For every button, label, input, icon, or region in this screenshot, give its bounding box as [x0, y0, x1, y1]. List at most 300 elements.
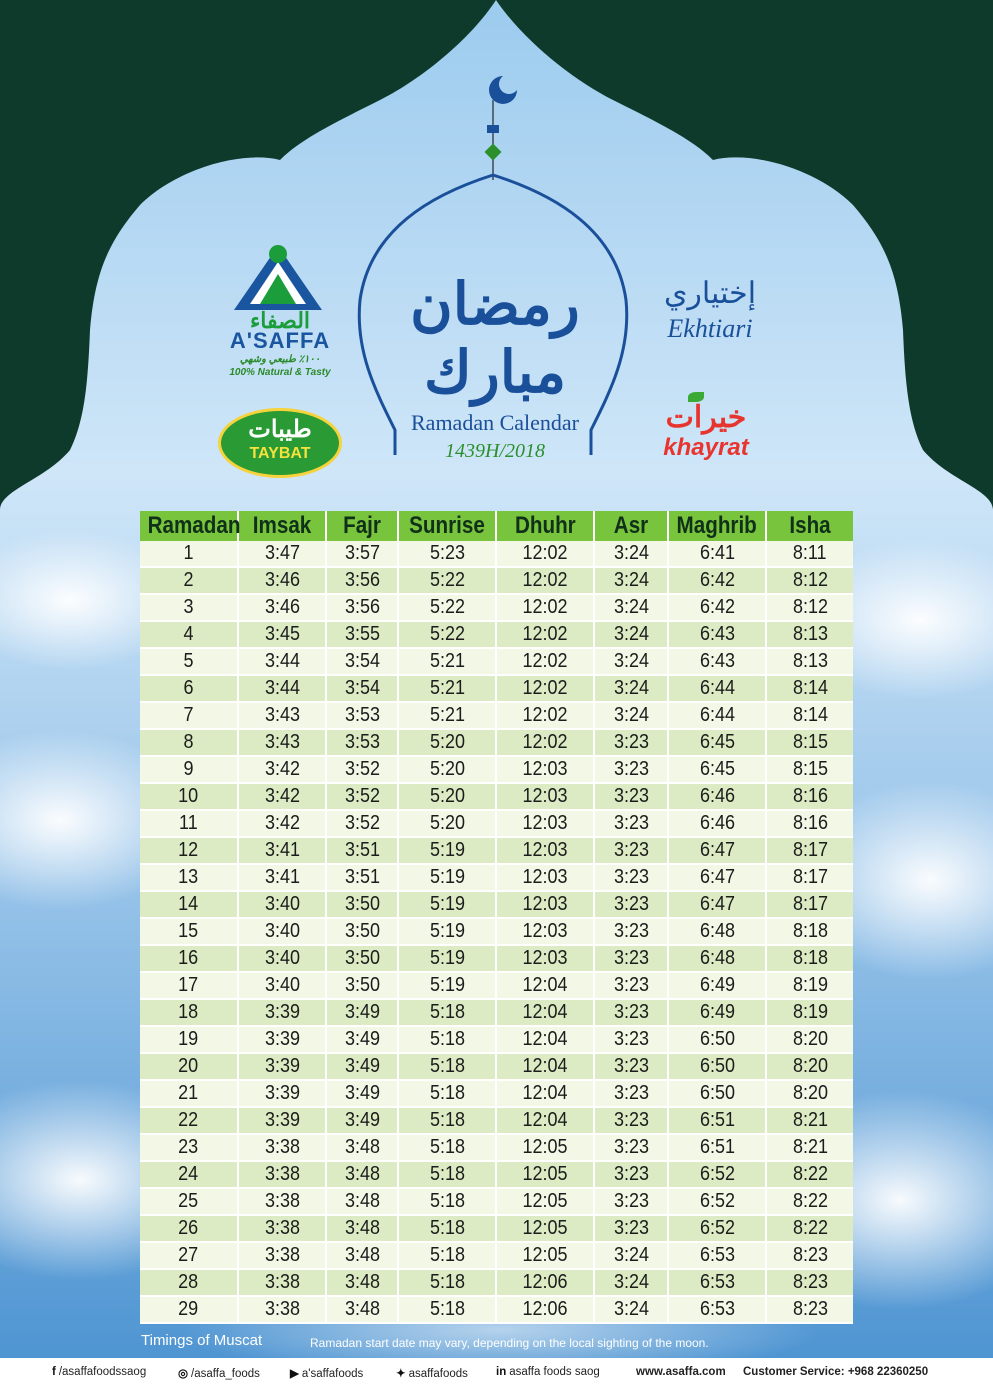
- cell-value: 3:46: [264, 569, 300, 591]
- cell-value: 12:03: [522, 785, 568, 807]
- cell-value: 3:38: [264, 1136, 300, 1158]
- cell-value: 5:18: [429, 1271, 465, 1293]
- cell-value: 5: [183, 650, 194, 672]
- table-cell: [594, 1296, 668, 1323]
- table-row: [140, 1026, 853, 1053]
- table-cell: [668, 729, 766, 756]
- cell-value: 8:17: [792, 866, 828, 888]
- table-cell: [140, 810, 238, 837]
- cell-value: 29: [178, 1298, 199, 1320]
- table-cell: [326, 1107, 398, 1134]
- cell-value: 3:49: [344, 1028, 380, 1050]
- cell-value: 3:24: [613, 623, 649, 645]
- cell-value: 3:47: [264, 542, 300, 564]
- cell-value: 5:21: [429, 650, 465, 672]
- cell-value: 6:53: [699, 1271, 735, 1293]
- cell-value: 14: [178, 893, 199, 915]
- table-cell: [668, 1161, 766, 1188]
- table-row: [140, 621, 853, 648]
- cell-value: 12:05: [522, 1244, 568, 1266]
- table-cell: [594, 1242, 668, 1269]
- table-cell: [326, 756, 398, 783]
- table-cell: [140, 621, 238, 648]
- table-cell: [594, 864, 668, 891]
- table-cell: [140, 648, 238, 675]
- table-cell: [496, 675, 594, 702]
- cell-value: 12:03: [522, 812, 568, 834]
- cell-value: 3:24: [613, 569, 649, 591]
- table-row: [140, 1161, 853, 1188]
- table-row: [140, 1269, 853, 1296]
- table-cell: [140, 675, 238, 702]
- table-cell: [594, 783, 668, 810]
- cell-value: 6:47: [699, 866, 735, 888]
- cell-value: 3:38: [264, 1244, 300, 1266]
- table-cell: [238, 1080, 326, 1107]
- table-cell: [398, 1053, 496, 1080]
- table-cell: [496, 621, 594, 648]
- cell-value: 5:19: [429, 839, 465, 861]
- youtube-link[interactable]: [290, 1366, 363, 1380]
- table-cell: [398, 567, 496, 594]
- cell-value: 12:06: [522, 1298, 568, 1320]
- table-cell: [496, 1161, 594, 1188]
- table-cell: [496, 999, 594, 1026]
- table-cell: [766, 891, 853, 918]
- calendar-title: Ramadan Calendar: [411, 410, 579, 435]
- cell-value: 5:18: [429, 1028, 465, 1050]
- cell-value: 12: [178, 839, 199, 861]
- cell-value: 5:18: [429, 1136, 465, 1158]
- table-cell: [238, 837, 326, 864]
- cell-value: 6:51: [699, 1109, 735, 1131]
- cell-value: 5:23: [429, 542, 465, 564]
- cell-value: 3:45: [264, 623, 300, 645]
- table-cell: [496, 1134, 594, 1161]
- cell-value: 3:23: [613, 974, 649, 996]
- linkedin-link[interactable]: [496, 1366, 600, 1378]
- table-cell: [496, 1107, 594, 1134]
- cell-value: 5:19: [429, 920, 465, 942]
- cell-value: 3:52: [344, 758, 380, 780]
- table-cell: [766, 621, 853, 648]
- cell-value: 6:46: [699, 785, 735, 807]
- table-cell: [140, 837, 238, 864]
- cell-value: 6:52: [699, 1190, 735, 1212]
- cell-value: 6:47: [699, 893, 735, 915]
- cell-value: 3:23: [613, 1001, 649, 1023]
- cell-value: 20: [178, 1055, 199, 1077]
- cell-value: 3:23: [613, 758, 649, 780]
- table-row: [140, 1215, 853, 1242]
- table-row: [140, 945, 853, 972]
- table-cell: [398, 972, 496, 999]
- table-cell: [326, 891, 398, 918]
- website-link[interactable]: www.asaffa.com: [636, 1366, 726, 1378]
- cell-value: 8:22: [792, 1217, 828, 1239]
- column-header-label: Sunrise: [409, 512, 485, 539]
- table-cell: [238, 945, 326, 972]
- cell-value: 3:38: [264, 1298, 300, 1320]
- table-row: [140, 999, 853, 1026]
- cell-value: 6:45: [699, 758, 735, 780]
- cell-value: 3:39: [264, 1028, 300, 1050]
- moon-sighting-disclaimer: Ramadan start date may vary, depending on the local sighting of the moon.: [310, 1336, 709, 1350]
- table-cell: [140, 1053, 238, 1080]
- cell-value: 18: [178, 1001, 199, 1023]
- cell-value: 6:43: [699, 623, 735, 645]
- twitter-link[interactable]: [396, 1366, 468, 1380]
- cell-value: 16: [178, 947, 199, 969]
- table-cell: [140, 783, 238, 810]
- table-row: [140, 541, 853, 567]
- cell-value: 15: [178, 920, 199, 942]
- cell-value: 6: [183, 677, 194, 699]
- cell-value: 5:20: [429, 731, 465, 753]
- cell-value: 8:19: [792, 974, 828, 996]
- column-header: [398, 511, 496, 541]
- table-cell: [496, 837, 594, 864]
- table-cell: [398, 1161, 496, 1188]
- cell-value: 3:48: [344, 1298, 380, 1320]
- table-cell: [326, 945, 398, 972]
- table-cell: [496, 1188, 594, 1215]
- table-cell: [140, 756, 238, 783]
- table-cell: [326, 1161, 398, 1188]
- table-cell: [668, 972, 766, 999]
- cell-value: 17: [178, 974, 199, 996]
- table-cell: [766, 594, 853, 621]
- cell-value: 8:21: [792, 1109, 828, 1131]
- facebook-link[interactable]: [52, 1366, 146, 1378]
- table-cell: [326, 1080, 398, 1107]
- linkedin-icon: in: [496, 1366, 507, 1378]
- table-row: [140, 1188, 853, 1215]
- cell-value: 8:17: [792, 839, 828, 861]
- cell-value: 5:21: [429, 677, 465, 699]
- ramadan-mubarak-calligraphy: رمضان مبارك: [410, 270, 580, 406]
- table-cell: [238, 702, 326, 729]
- table-cell: [326, 1269, 398, 1296]
- table-row: [140, 1134, 853, 1161]
- table-row: [140, 783, 853, 810]
- cell-value: 12:04: [522, 1028, 568, 1050]
- table-cell: [326, 1026, 398, 1053]
- cell-value: 6:50: [699, 1028, 735, 1050]
- finial-ornament: [487, 125, 499, 133]
- column-header: [238, 511, 326, 541]
- table-cell: [766, 1107, 853, 1134]
- table-cell: [398, 756, 496, 783]
- cell-value: 3:48: [344, 1244, 380, 1266]
- cell-value: 3:41: [264, 839, 300, 861]
- table-cell: [398, 1080, 496, 1107]
- cell-value: 3:52: [344, 812, 380, 834]
- table-cell: [766, 702, 853, 729]
- table-cell: [398, 1215, 496, 1242]
- table-cell: [326, 1215, 398, 1242]
- table-header-row: [140, 511, 853, 541]
- table-cell: [594, 1269, 668, 1296]
- table-cell: [140, 1188, 238, 1215]
- table-cell: [238, 1134, 326, 1161]
- table-cell: [140, 594, 238, 621]
- table-cell: [238, 891, 326, 918]
- table-cell: [140, 1215, 238, 1242]
- table-cell: [238, 999, 326, 1026]
- cell-value: 3:54: [344, 677, 380, 699]
- cell-value: 3:44: [264, 677, 300, 699]
- facebook-icon: f: [52, 1366, 56, 1378]
- cell-value: 3:24: [613, 1244, 649, 1266]
- table-cell: [668, 567, 766, 594]
- table-cell: [326, 837, 398, 864]
- table-cell: [766, 1242, 853, 1269]
- cell-value: 6:42: [699, 596, 735, 618]
- table-cell: [668, 1107, 766, 1134]
- table-cell: [766, 837, 853, 864]
- cell-value: 5:22: [429, 596, 465, 618]
- asaffa-tagline-arabic: ١٠٠٪ طبيعي وشهي: [239, 354, 321, 365]
- table-cell: [398, 1134, 496, 1161]
- footer-social-bar: [0, 1358, 993, 1387]
- table-cell: [766, 1053, 853, 1080]
- cell-value: 12:02: [522, 704, 568, 726]
- table-cell: [594, 702, 668, 729]
- cell-value: 3:23: [613, 1055, 649, 1077]
- cell-value: 8:23: [792, 1271, 828, 1293]
- table-cell: [326, 1053, 398, 1080]
- table-cell: [496, 1296, 594, 1323]
- table-cell: [668, 1053, 766, 1080]
- cell-value: 3:23: [613, 1163, 649, 1185]
- table-cell: [766, 541, 853, 567]
- table-cell: [594, 675, 668, 702]
- table-row: [140, 1080, 853, 1107]
- table-cell: [140, 702, 238, 729]
- table-cell: [594, 891, 668, 918]
- cell-value: 5:18: [429, 1217, 465, 1239]
- cell-value: 8:21: [792, 1136, 828, 1158]
- cell-value: 22: [178, 1109, 199, 1131]
- table-cell: [766, 567, 853, 594]
- table-cell: [238, 1188, 326, 1215]
- table-cell: [668, 1188, 766, 1215]
- table-cell: [668, 1080, 766, 1107]
- table-cell: [594, 918, 668, 945]
- table-row: [140, 702, 853, 729]
- table-cell: [326, 972, 398, 999]
- table-cell: [594, 999, 668, 1026]
- cell-value: 3:42: [264, 812, 300, 834]
- cell-value: 8:16: [792, 785, 828, 807]
- cell-value: 12:02: [522, 731, 568, 753]
- instagram-handle: /asaffa_foods: [191, 1368, 260, 1380]
- table-cell: [398, 648, 496, 675]
- cell-value: 3:23: [613, 731, 649, 753]
- table-cell: [326, 1188, 398, 1215]
- cell-value: 6:52: [699, 1217, 735, 1239]
- table-row: [140, 729, 853, 756]
- cell-value: 5:18: [429, 1109, 465, 1131]
- table-row: [140, 810, 853, 837]
- table-row: [140, 756, 853, 783]
- cell-value: 5:18: [429, 1190, 465, 1212]
- cell-value: 8:16: [792, 812, 828, 834]
- cell-value: 3:23: [613, 947, 649, 969]
- table-cell: [668, 702, 766, 729]
- table-cell: [594, 837, 668, 864]
- table-cell: [238, 783, 326, 810]
- cell-value: 12:03: [522, 893, 568, 915]
- cell-value: 5:18: [429, 1244, 465, 1266]
- cell-value: 21: [178, 1082, 199, 1104]
- cell-value: 12:05: [522, 1190, 568, 1212]
- cell-value: 3:24: [613, 677, 649, 699]
- table-cell: [668, 1242, 766, 1269]
- table-cell: [238, 594, 326, 621]
- cell-value: 12:04: [522, 1055, 568, 1077]
- cell-value: 12:04: [522, 1082, 568, 1104]
- cell-value: 6:51: [699, 1136, 735, 1158]
- table-cell: [398, 541, 496, 567]
- table-cell: [496, 594, 594, 621]
- khayrat-logo: [650, 392, 762, 474]
- table-cell: [594, 541, 668, 567]
- instagram-link[interactable]: [178, 1366, 260, 1380]
- table-cell: [766, 810, 853, 837]
- cell-value: 3:48: [344, 1271, 380, 1293]
- table-cell: [238, 1107, 326, 1134]
- cell-value: 5:19: [429, 893, 465, 915]
- cell-value: 3:56: [344, 569, 380, 591]
- table-cell: [594, 945, 668, 972]
- table-cell: [594, 621, 668, 648]
- table-row: [140, 972, 853, 999]
- cell-value: 6:53: [699, 1298, 735, 1320]
- cell-value: 6:53: [699, 1244, 735, 1266]
- table-cell: [238, 1053, 326, 1080]
- cell-value: 3: [183, 596, 194, 618]
- cell-value: 6:43: [699, 650, 735, 672]
- cell-value: 5:21: [429, 704, 465, 726]
- table-cell: [594, 1053, 668, 1080]
- cell-value: 3:43: [264, 731, 300, 753]
- table-cell: [496, 1215, 594, 1242]
- cell-value: 3:48: [344, 1163, 380, 1185]
- cell-value: 6:44: [699, 704, 735, 726]
- table-cell: [766, 1134, 853, 1161]
- cell-value: 5:19: [429, 947, 465, 969]
- table-cell: [398, 1269, 496, 1296]
- cell-value: 12:03: [522, 947, 568, 969]
- table-cell: [238, 1296, 326, 1323]
- cell-value: 5:20: [429, 758, 465, 780]
- table-cell: [766, 1269, 853, 1296]
- table-row: [140, 1296, 853, 1323]
- cell-value: 25: [178, 1190, 199, 1212]
- cell-value: 3:48: [344, 1136, 380, 1158]
- cell-value: 2: [183, 569, 194, 591]
- column-header-label: Isha: [789, 512, 831, 539]
- table-row: [140, 1053, 853, 1080]
- cell-value: 3:41: [264, 866, 300, 888]
- table-cell: [594, 810, 668, 837]
- timings-location-note: Timings of Muscat: [141, 1332, 263, 1349]
- cell-value: 3:50: [344, 920, 380, 942]
- table-row: [140, 567, 853, 594]
- cell-value: 6:52: [699, 1163, 735, 1185]
- table-cell: [238, 1215, 326, 1242]
- table-cell: [668, 837, 766, 864]
- cell-value: 3:48: [344, 1190, 380, 1212]
- table-cell: [766, 1215, 853, 1242]
- cell-value: 6:49: [699, 974, 735, 996]
- cell-value: 6:42: [699, 569, 735, 591]
- cell-value: 28: [178, 1271, 199, 1293]
- column-header: [594, 511, 668, 541]
- cell-value: 12:04: [522, 974, 568, 996]
- youtube-icon: ▶: [290, 1368, 299, 1380]
- table-cell: [398, 1242, 496, 1269]
- column-header-label: Ramadan: [147, 512, 241, 539]
- table-cell: [398, 729, 496, 756]
- cell-value: 6:44: [699, 677, 735, 699]
- table-cell: [140, 1269, 238, 1296]
- cell-value: 8:19: [792, 1001, 828, 1023]
- table-cell: [594, 729, 668, 756]
- table-cell: [398, 594, 496, 621]
- table-cell: [398, 945, 496, 972]
- table-cell: [668, 621, 766, 648]
- table-cell: [668, 1026, 766, 1053]
- twitter-handle: asaffafoods: [408, 1368, 468, 1380]
- table-cell: [398, 1026, 496, 1053]
- table-cell: [140, 864, 238, 891]
- table-cell: [766, 1026, 853, 1053]
- table-cell: [326, 864, 398, 891]
- cell-value: 12:04: [522, 1109, 568, 1131]
- table-cell: [496, 945, 594, 972]
- cell-value: 12:03: [522, 920, 568, 942]
- cell-value: 3:38: [264, 1190, 300, 1212]
- column-header: [326, 511, 398, 541]
- cell-value: 3:57: [344, 542, 380, 564]
- cell-value: 3:49: [344, 1082, 380, 1104]
- cell-value: 8:20: [792, 1082, 828, 1104]
- cell-value: 3:46: [264, 596, 300, 618]
- table-cell: [496, 864, 594, 891]
- cell-value: 8:23: [792, 1244, 828, 1266]
- cell-value: 8:22: [792, 1190, 828, 1212]
- table-cell: [326, 648, 398, 675]
- cell-value: 3:23: [613, 1190, 649, 1212]
- table-cell: [140, 729, 238, 756]
- cell-value: 8:18: [792, 947, 828, 969]
- column-header: [496, 511, 594, 541]
- cell-value: 3:23: [613, 785, 649, 807]
- table-cell: [496, 1242, 594, 1269]
- calendar-year: 1439H/2018: [445, 440, 545, 462]
- table-cell: [496, 756, 594, 783]
- cell-value: 8:11: [793, 542, 827, 564]
- cell-value: 3:38: [264, 1163, 300, 1185]
- cell-value: 8:14: [792, 704, 828, 726]
- cell-value: 3:23: [613, 1136, 649, 1158]
- cell-value: 8:18: [792, 920, 828, 942]
- column-header: [140, 511, 241, 541]
- table-cell: [668, 810, 766, 837]
